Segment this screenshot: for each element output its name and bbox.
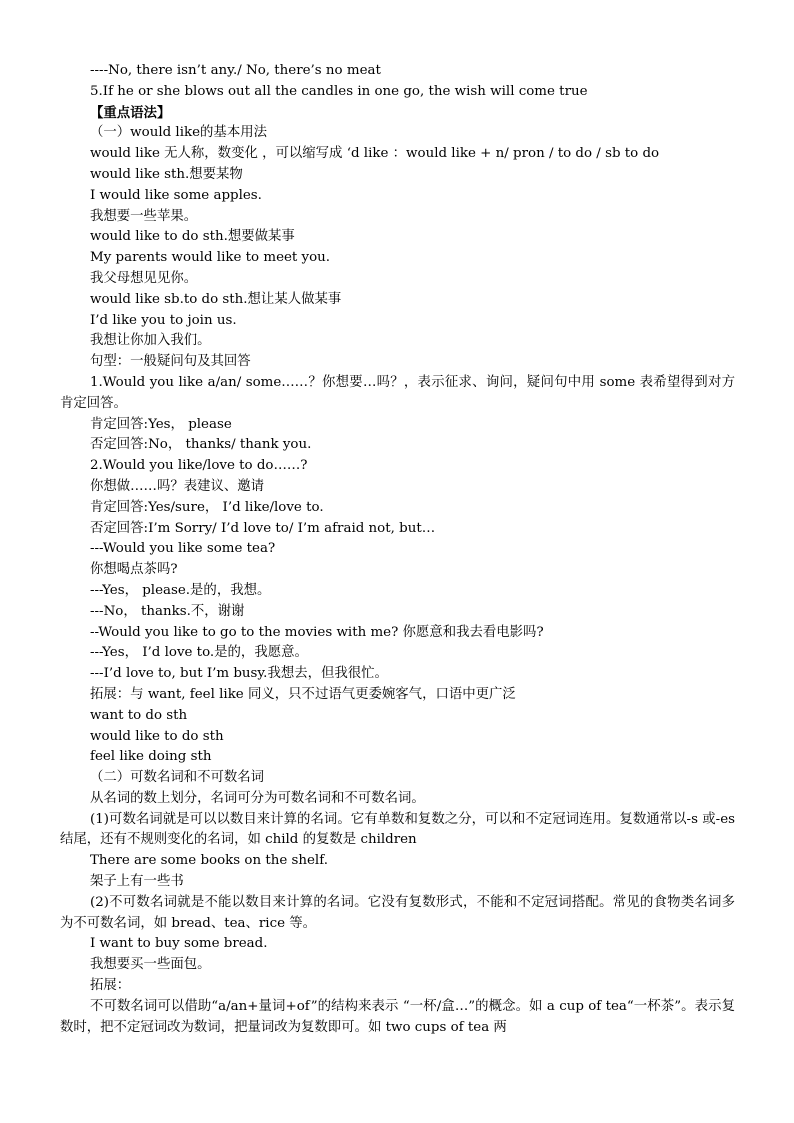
example-zh: 架子上有一些书 <box>90 874 184 890</box>
phrase-line: feel like doing sth <box>90 749 212 765</box>
text-line: would like sb.to do sth.想让某人做某事 <box>90 291 342 307</box>
sentence-pattern-heading: 句型：一般疑问句及其回答 <box>90 354 251 370</box>
subsection-heading-would-like: （一）would like的基本用法 <box>90 125 267 141</box>
example-en: I would like some apples. <box>90 187 262 203</box>
text-line: would like to do sth.想要做某事 <box>90 229 295 245</box>
pattern-1-description: 1.Would you like a/an/ some……？你想要…吗？，表示征求、询问，疑问句中用 some 表希望得到对方肯定回答。 <box>60 374 735 411</box>
phrase-line: would like to do sth <box>90 728 224 744</box>
negative-answer: 否定回答:No， thanks/ thank you. <box>90 437 312 453</box>
affirmative-answer: 肯定回答:Yes/sure， I’d like/love to. <box>90 499 324 515</box>
measure-word-rule: 不可数名词可以借助“a/an+量词+of”的结构来表示 “一杯/盒…”的概念。如 a cup of tea“一杯茶”。表示复数时，把不定冠词改为数词，把量词改为复数即可。如 two cups of tea 两 <box>60 998 735 1035</box>
extension-heading: 拓展： <box>90 978 131 994</box>
pattern-2: 2.Would you like/love to do……? <box>90 458 308 474</box>
example-en: I’d like you to join us. <box>90 312 237 328</box>
text-line: would like sth.想要某物 <box>90 166 243 182</box>
countable-nouns-rule: (1)可数名词就是可以以数目来计算的名词。它有单数和复数之分，可以和不定冠词连用。复数通常以-s 或-es 结尾，还有不规则变化的名词，如 child 的复数是 children <box>60 811 735 848</box>
example-en: There are some books on the shelf. <box>90 853 328 869</box>
example-zh: 我父母想见见你。 <box>90 270 198 286</box>
dialogue-answer-line: ----No, there isn’t any./ No, there’s no meat <box>90 63 381 78</box>
section-heading-key-grammar: 【重点语法】 <box>90 104 171 121</box>
dialogue-line: 你想喝点茶吗? <box>90 562 178 578</box>
extension-note: 拓展：与 want, feel like 同义，只不过语气更委婉客气，口语中更广泛 <box>90 686 516 702</box>
dialogue-line: ---No， thanks.不，谢谢 <box>90 603 245 619</box>
phrase-line: want to do sth <box>90 707 188 723</box>
example-zh: 我想要一些苹果。 <box>90 208 198 224</box>
dialogue-line: ---Yes， please.是的，我想。 <box>90 582 271 598</box>
sentence-5: 5.If he or she blows out all the candles in one go, the wish will come true <box>90 83 588 99</box>
subsection-heading-nouns: （二）可数名词和不可数名词 <box>90 770 265 786</box>
affirmative-answer: 肯定回答:Yes， please <box>90 416 232 432</box>
dialogue-line: ---Yes， I’d love to.是的，我愿意。 <box>90 645 308 661</box>
dialogue-line: --Would you like to go to the movies with me? 你愿意和我去看电影吗? <box>90 624 544 640</box>
negative-answer: 否定回答:I’m Sorry/ I’d love to/ I’m afraid not, but… <box>90 520 436 536</box>
example-en: I want to buy some bread. <box>90 936 268 952</box>
example-en: My parents would like to meet you. <box>90 250 331 266</box>
uncountable-nouns-rule: (2)不可数名词就是不能以数目来计算的名词。它没有复数形式，不能和不定冠词搭配。常见的食物类名词多为不可数名词，如 bread、tea、rice 等。 <box>60 894 735 931</box>
would-like-rule: would like 无人称，数变化 ，可以缩写成 ‘d like ：would like + n/ pron / to do / sb to do <box>90 146 660 162</box>
pattern-2-zh: 你想做……吗？表建议、邀请 <box>90 478 265 494</box>
dialogue-line: ---Would you like some tea? <box>90 541 276 557</box>
example-zh: 我想让你加入我们。 <box>90 333 211 349</box>
nouns-intro: 从名词的数上划分，名词可分为可数名词和不可数名词。 <box>90 790 425 806</box>
dialogue-line: ---I’d love to, but I’m busy.我想去，但我很忙。 <box>90 666 388 682</box>
document-page <box>60 61 735 1038</box>
example-zh: 我想要买一些面包。 <box>90 957 211 973</box>
